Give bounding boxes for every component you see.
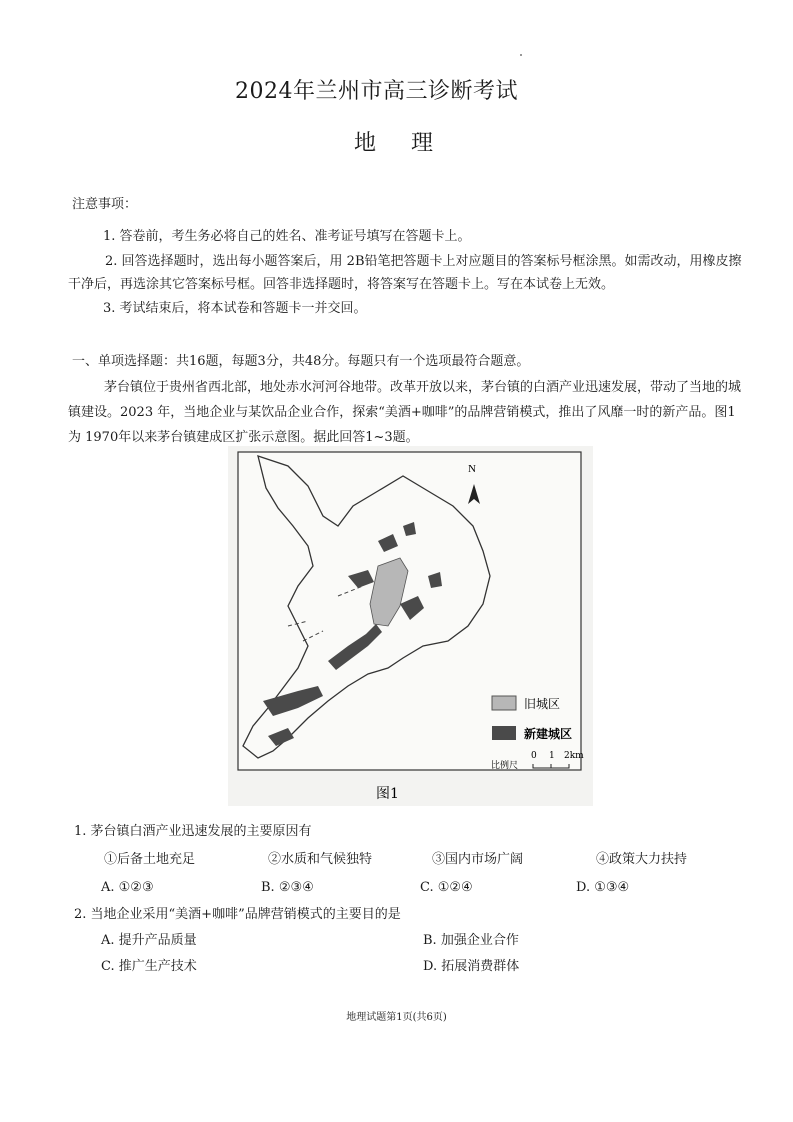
figure-caption: 图1: [376, 786, 399, 802]
notice-item-1: 1. 答卷前，考生务必将自己的姓名、准考证号填写在答题卡上。: [103, 229, 471, 244]
town-expansion-map: [228, 446, 593, 806]
q2-stem: 2. 当地企业采用“美酒+咖啡”品牌营销模式的主要目的是: [74, 907, 401, 922]
notice-item-2: 2. 回答选择题时，选出每小题答案后，用 2B铅笔把答题卡上对应题目的答案标号框涂黑。如需改动，用橡皮擦: [105, 254, 742, 269]
subject-title: 地 理: [354, 131, 447, 156]
svg-text:0: 0: [531, 751, 537, 761]
passage-line-1: 茅台镇位于贵州省西北部，地处赤水河河谷地带。改革开放以来，茅台镇的白酒产业迅速发展，带动了当地的城: [104, 380, 742, 395]
page-footer: 地理试题第1页(共6页): [346, 1012, 447, 1023]
q1-option-b: B. ②③④: [261, 880, 314, 895]
q1-item-1: ①后备土地充足: [104, 852, 196, 867]
q1-item-4: ④政策大力扶持: [596, 852, 688, 867]
scan-dot: [520, 54, 522, 56]
q1-option-c: C. ①②④: [420, 880, 473, 895]
passage-line-3: 为 1970年以来茅台镇建成区扩张示意图。据此回答1~3题。: [68, 430, 419, 445]
svg-text:1: 1: [549, 751, 555, 761]
notice-heading: 注意事项：: [72, 197, 138, 212]
q1-option-d: D. ①③④: [576, 880, 630, 895]
passage-line-2: 镇建设。2023 年，当地企业与某饮品企业合作，探索“美酒+咖啡”的品牌营销模式，推出了风靡一时的新产品。图1: [68, 405, 736, 420]
legend-new-swatch: [492, 726, 516, 740]
svg-text:比例尺: 比例尺: [491, 761, 519, 771]
q2-option-c: C. 推广生产技术: [101, 959, 197, 974]
svg-text:N: N: [468, 463, 476, 475]
q1-item-3: ③国内市场广阔: [432, 852, 524, 867]
q1-item-2: ②水质和气候独特: [268, 852, 373, 867]
q1-option-a: A. ①②③: [101, 880, 154, 895]
legend-old-swatch: [492, 696, 516, 710]
q2-option-d: D. 拓展消费群体: [423, 959, 520, 974]
svg-text:2km: 2km: [564, 751, 584, 761]
q1-stem: 1. 茅台镇白酒产业迅速发展的主要原因有: [74, 824, 312, 839]
notice-item-3: 3. 考试结束后，将本试卷和答题卡一并交回。: [103, 301, 367, 316]
figure-1: [228, 446, 593, 806]
q2-option-b: B. 加强企业合作: [423, 933, 519, 948]
q2-option-a: A. 提升产品质量: [101, 933, 197, 948]
legend-old-label: 旧城区: [524, 697, 561, 711]
notice-item-2-cont: 干净后，再选涂其它答案标号框。回答非选择题时，将答案写在答题卡上。写在本试卷上无效。: [68, 277, 615, 292]
exam-title: 2024年兰州市高三诊断考试: [235, 79, 518, 104]
legend-new-label: 新建城区: [524, 727, 573, 741]
section-heading: 一、单项选择题：共16题，每题3分，共48分。每题只有一个选项最符合题意。: [72, 354, 530, 369]
